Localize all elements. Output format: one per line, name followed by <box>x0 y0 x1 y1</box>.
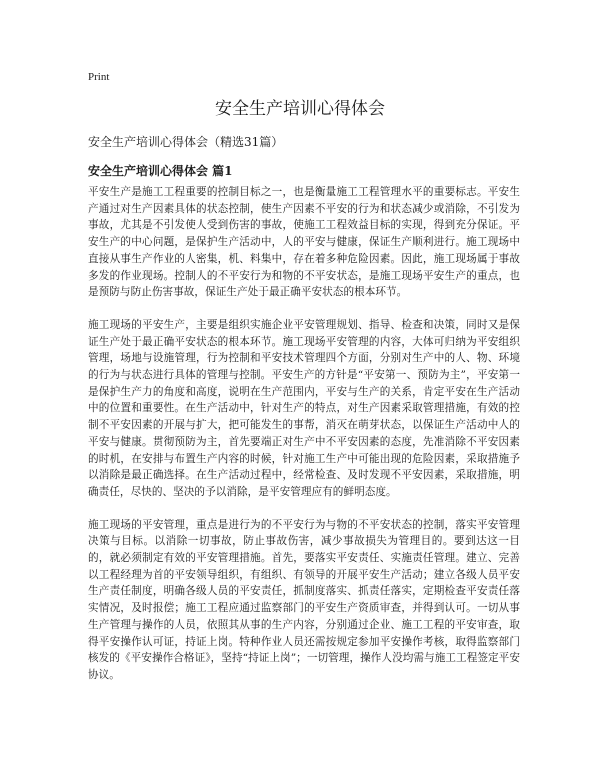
paragraph-2: 施工现场的平安生产，主要是组织实施企业平安管理规划、指导、检查和决策，同时又是保证生产处于最正确平安状态的根本环节。施工现场平安管理的内容，大体可归纳为平安组织管理，场地与设施管理，行为控制和平安技术管理四个方面，分别对生产中的人、物、环境的行为与状态进行具体的管理与控制。平安生产的方针是“平安第一、预防为主”，平安第一是保护生产力的角度和高度，说明在生产范围内，平安与生产的关系，肯定平安在生产活动中的位置和重要性。在生产活动中，针对生产的特点，对生产因素采取管理措施，有效的控制不平安因素的开展与扩大，把可能发生的事帮，消灭在萌芽状态，以保证生产活动中人的平安与健康。贯彻预防为主，首先要端正对生产中不平安因素的态度，先准消除不平安因素的时机，在安排与布置生产内容的时候，针对施工生产中可能出现的危险因素，采取措施予以消除是最正确选择。在生产活动过程中，经常检查、及时发现不平安因素，采取措施，明确责任，尽快的、坚决的予以消除，是平安管理应有的鲜明态度。 <box>88 318 520 498</box>
document-title: 安全生产培训心得体会 <box>215 99 385 119</box>
paragraph-3: 施工现场的平安管理，重点是进行为的不平安行为与物的不平安状态的控制，落实平安管理决策与目标。以消除一切事故，防止事故伤害，减少事故损失为管理目的。要到达这一目的，就必须制定有效的平安管理措施。首先，要落实平安责任、实施责任管理。建立、完善以工程经理为首的平安领导组织，有组织、有领导的开展平安生产活动；建立各级人员平安生产责任制度，明确各级人员的平安责任，抓制度落实、抓责任落实，定期检查平安责任落实情况，及时报偿；施工工程应通过监察部门的平安生产资质审查，并得到认可。一切从事生产管理与操作的人员，依照其从事的生产内容，分别通过企业、施工工程的平安审查，取得平安操作认可证，持证上岗。特种作业人员还需按规定参加平安操作考核，取得监察部门核发的《平安操作合格证》，坚持“持证上岗”；一切管理，操作人没均需与施工工程签定平安协议。 <box>88 518 520 681</box>
article-body <box>88 184 520 700</box>
print-link[interactable]: Print <box>88 71 110 83</box>
section-heading: 安全生产培训心得体会 篇1 <box>88 164 233 178</box>
document-subtitle: 安全生产培训心得体会（精选31篇） <box>88 135 284 149</box>
paragraph-1: 平安生产是施工工程重要的控制目标之一，也是衡量施工工程管理水平的重要标志。平安生产通过对生产因素具体的状态控制，使生产因素不平安的行为和状态减少或消除，不引发为事故，尤其是不引发使人受到伤害的事故，使施工工程效益目标的实现，得到充分保证。平安生产的中心问题，是保护生产活动中，人的平安与健康，保证生产顺利进行。施工现场中直接从事生产作业的人密集，机、料集中，存在着多种危险因素。因此，施工现场属于事故多发的作业现场。控制人的不平安行为和物的不平安状态，是施工现场平安生产的重点，也是预防与防止伤害事故，保证生产处于最正确平安状态的根本环节。 <box>88 186 520 299</box>
